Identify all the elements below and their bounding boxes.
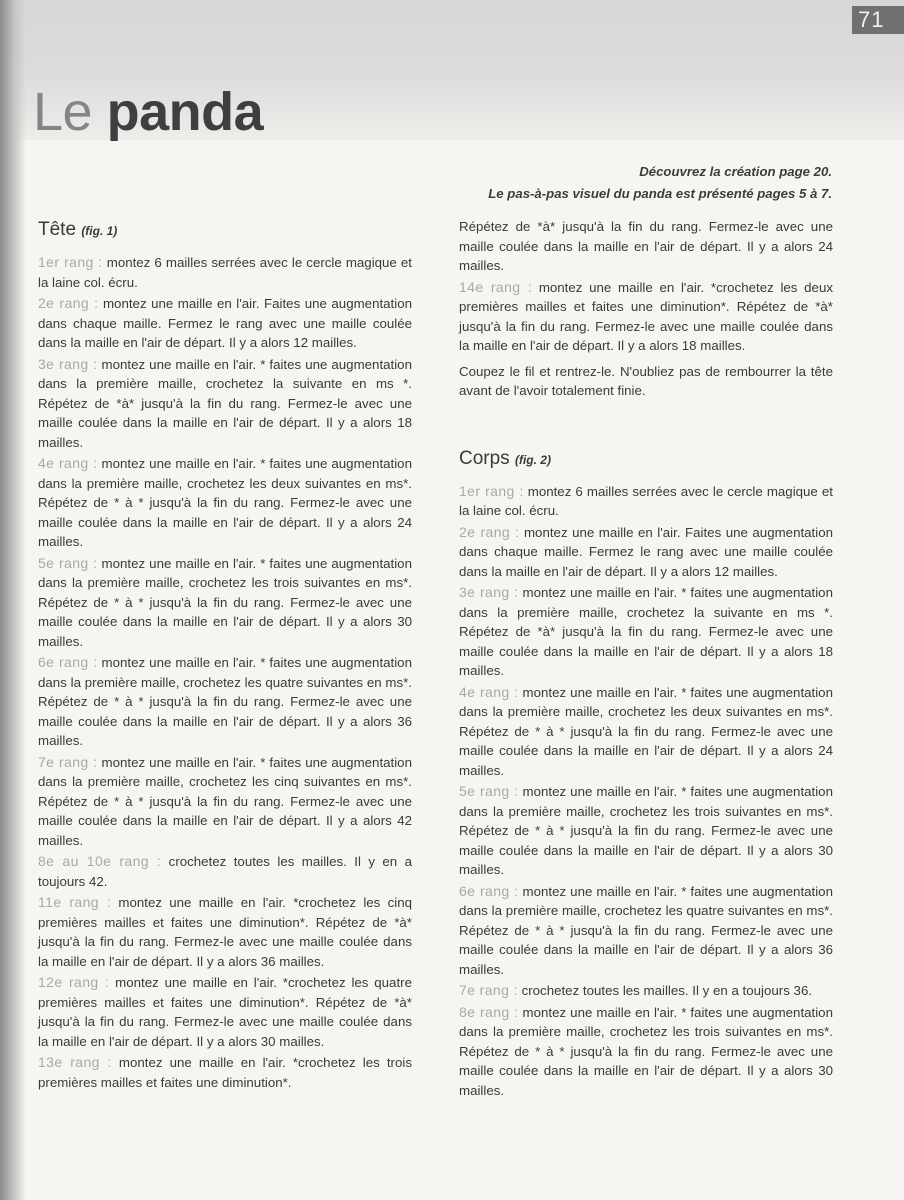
row-label: 7e rang : — [38, 753, 98, 770]
row-text: montez une maille en l'air. *crochetez les trois premières mailles et faites une diminution*. — [38, 1055, 412, 1090]
tete-rows — [38, 253, 412, 1092]
row-label: 8e rang : — [459, 1003, 519, 1020]
row-paragraph — [459, 882, 833, 980]
row-text: montez une maille en l'air. * faites une augmentation dans la première maille, crochetez les quatre suivantes en ms*. Répétez de * à * jusqu'à la fin du rang. Fermez-le avec une maille coulée dans la maille en l'air de départ. Il y a alors 36 mailles. — [459, 883, 833, 977]
row-label: 1er rang : — [38, 254, 103, 270]
row-text: montez une maille en l'air. * faites une augmentation dans la première maille, crochetez les deux suivantes en ms*. Répétez de * à * jusqu'à la fin du rang. Fermez-le avec une maille coulée dans la maille en l'air de départ. Il y a alors 24 mailles. — [38, 456, 412, 549]
row-label: 2e rang : — [38, 295, 99, 311]
row-label: 3e rang : — [38, 355, 98, 372]
step-by-step-reference: Le pas-à-pas visuel du panda est présenté pages 5 à 7. — [488, 186, 832, 201]
tete-column — [38, 218, 412, 1094]
row-label: 7e rang : — [459, 982, 518, 998]
page-number: 71 — [852, 6, 904, 34]
creation-reference: Découvrez la création page 20. — [639, 164, 832, 179]
row-text: montez une maille en l'air. * faites une augmentation dans la première maille, crochetez la suivante en ms *. Répétez de *à* jusqu'à la fin du rang. Fermez-le avec une maille coulée dans la maille en l'air de départ. Il y a alors 18 mailles. — [459, 585, 833, 678]
row-label: 5e rang : — [38, 554, 98, 571]
row-paragraph — [459, 583, 833, 681]
row-text: crochetez toutes les mailles. Il y en a toujours 42. — [38, 854, 412, 889]
row-text: montez 6 mailles serrées avec le cercle magique et la laine col. écru. — [38, 255, 412, 290]
row-label: 12e rang : — [38, 974, 110, 990]
row-paragraph — [38, 253, 412, 292]
row-paragraph — [459, 782, 833, 880]
row-label: 6e rang : — [38, 654, 98, 670]
row-text: montez une maille en l'air. * faites une augmentation dans la première maille, crochetez les trois suivantes en ms*. Répétez de * à * jusqu'à la fin du rang. Fermez-le avec une maille coulée dans la maille en l'air de départ. Il y a alors 30 mailles. — [38, 555, 412, 649]
row-text: montez une maille en l'air. Faites une augmentation dans chaque maille. Fermez le rang avec une maille coulée dans la maille en l'air de départ. Il y a alors 12 mailles. — [459, 524, 833, 579]
row-paragraph — [459, 482, 833, 521]
corps-fig-ref: (fig. 2) — [514, 452, 551, 467]
row-label: 4e rang : — [38, 455, 98, 471]
row-label: 1er rang : — [459, 482, 524, 499]
row-paragraph — [38, 554, 412, 652]
row-label: 5e rang : — [459, 783, 519, 799]
row-label: 2e rang : — [459, 523, 520, 540]
row-text: crochetez toutes les mailles. Il y en a toujours 36. — [521, 983, 813, 998]
page-title — [33, 80, 263, 144]
row-paragraph — [459, 523, 833, 582]
row-text: montez 6 mailles serrées avec le cercle magique et la laine col. écru. — [459, 483, 833, 518]
references-block — [488, 161, 832, 205]
page-gutter-shadow — [0, 0, 26, 1200]
tete-fig-ref: (fig. 1) — [81, 224, 118, 238]
row-paragraph — [38, 1053, 412, 1092]
row-paragraph — [459, 683, 833, 781]
section-gap — [459, 403, 833, 447]
tete-title: Tête — [38, 219, 77, 240]
right-column — [459, 217, 833, 1102]
row-text: montez une maille en l'air. * faites une augmentation dans la première maille, crochetez les quatre suivantes en ms*. Répétez de * à * jusqu'à la fin du rang. Fermez-le avec une maille coulée dans la maille en l'air de départ. Il y a alors 36 mailles. — [38, 655, 412, 748]
row-label: 8e au 10e rang : — [38, 853, 162, 869]
row-label: 3e rang : — [459, 584, 519, 600]
row-paragraph — [38, 355, 412, 453]
tete-continuation: Répétez de *à* jusqu'à la fin du rang. Fermez-le avec une maille coulée dans la maille en l'air de départ. Il y a alors 24 mailles. — [459, 219, 833, 273]
row-text: montez une maille en l'air. * faites une augmentation dans la première maille, crochetez les deux suivantes en ms*. Répétez de * à * jusqu'à la fin du rang. Fermez-le avec une maille coulée dans la maille en l'air de départ. Il y a alors 24 mailles. — [459, 684, 833, 778]
row-text: montez une maille en l'air. Faites une augmentation dans chaque maille. Fermez le rang avec une maille coulée dans la maille en l'air de départ. Il y a alors 12 mailles. — [38, 296, 412, 350]
row-text: montez une maille en l'air. *crochetez les deux premières mailles et faites une diminution*. Répétez de *à* jusqu'à la fin du rang. Fermez-le avec une maille coulée dans la maille en l'air de départ. Il y a alors 18 mailles. — [459, 279, 833, 353]
row-paragraph — [459, 981, 833, 1001]
corps-rows — [459, 482, 833, 1101]
row-label: 6e rang : — [459, 882, 519, 899]
row-paragraph — [459, 1003, 833, 1101]
row-paragraph — [38, 294, 412, 353]
tete-closing: Coupez le fil et rentrez-le. N'oubliez pas de rembourrer la tête avant de l'avoir totalement finie. — [459, 363, 833, 398]
row-text: montez une maille en l'air. * faites une augmentation dans la première maille, crochetez les trois suivantes en ms*. Répétez de * à * jusqu'à la fin du rang. Fermez-le avec une maille coulée dans la maille en l'air de départ. Il y a alors 30 mailles. — [459, 1004, 833, 1098]
row-label: 14e rang : — [459, 278, 533, 295]
row-label: 4e rang : — [459, 683, 519, 700]
row-label: 11e rang : — [38, 894, 112, 910]
row-paragraph — [38, 653, 412, 751]
row-paragraph — [38, 753, 412, 851]
tete-row-14 — [459, 278, 833, 356]
row-text: montez une maille en l'air. *crochetez les quatre premières mailles et faites une diminution*. Répétez de *à* jusqu'à la fin du rang. Fermez-le avec une maille coulée dans la maille en l'air de départ. Il y a alors 30 mailles. — [38, 975, 412, 1049]
row-text: montez une maille en l'air. * faites une augmentation dans la première maille, crochetez la suivante en ms *. Répétez de *à* jusqu'à la fin du rang. Fermez-le avec une maille coulée dans la maille en l'air de départ. Il y a alors 18 mailles. — [38, 356, 412, 450]
row-text: montez une maille en l'air. * faites une augmentation dans la première maille, crochetez les cinq suivantes en ms*. Répétez de * à * jusqu'à la fin du rang. Fermez-le avec une maille coulée dans la maille en l'air de départ. Il y a alors 42 mailles. — [38, 754, 412, 848]
row-text: montez une maille en l'air. * faites une augmentation dans la première maille, crochetez les trois suivantes en ms*. Répétez de * à * jusqu'à la fin du rang. Fermez-le avec une maille coulée dans la maille en l'air de départ. Il y a alors 30 mailles. — [459, 784, 833, 877]
row-label: 13e rang : — [38, 1054, 112, 1070]
row-paragraph — [38, 454, 412, 552]
row-paragraph — [38, 893, 412, 971]
corps-heading — [459, 447, 833, 472]
corps-title: Corps — [459, 447, 510, 469]
title-first-word: Le — [33, 82, 93, 142]
row-paragraph — [38, 852, 412, 891]
row-text: montez une maille en l'air. *crochetez les cinq premières mailles et faites une diminution*. Répétez de *à* jusqu'à la fin du rang. Fermez-le avec une maille coulée dans la maille en l'air de départ. Il y a alors 36 mailles. — [38, 895, 412, 969]
tete-heading — [38, 218, 412, 243]
row-paragraph — [38, 973, 412, 1051]
title-rest: panda — [106, 82, 264, 142]
